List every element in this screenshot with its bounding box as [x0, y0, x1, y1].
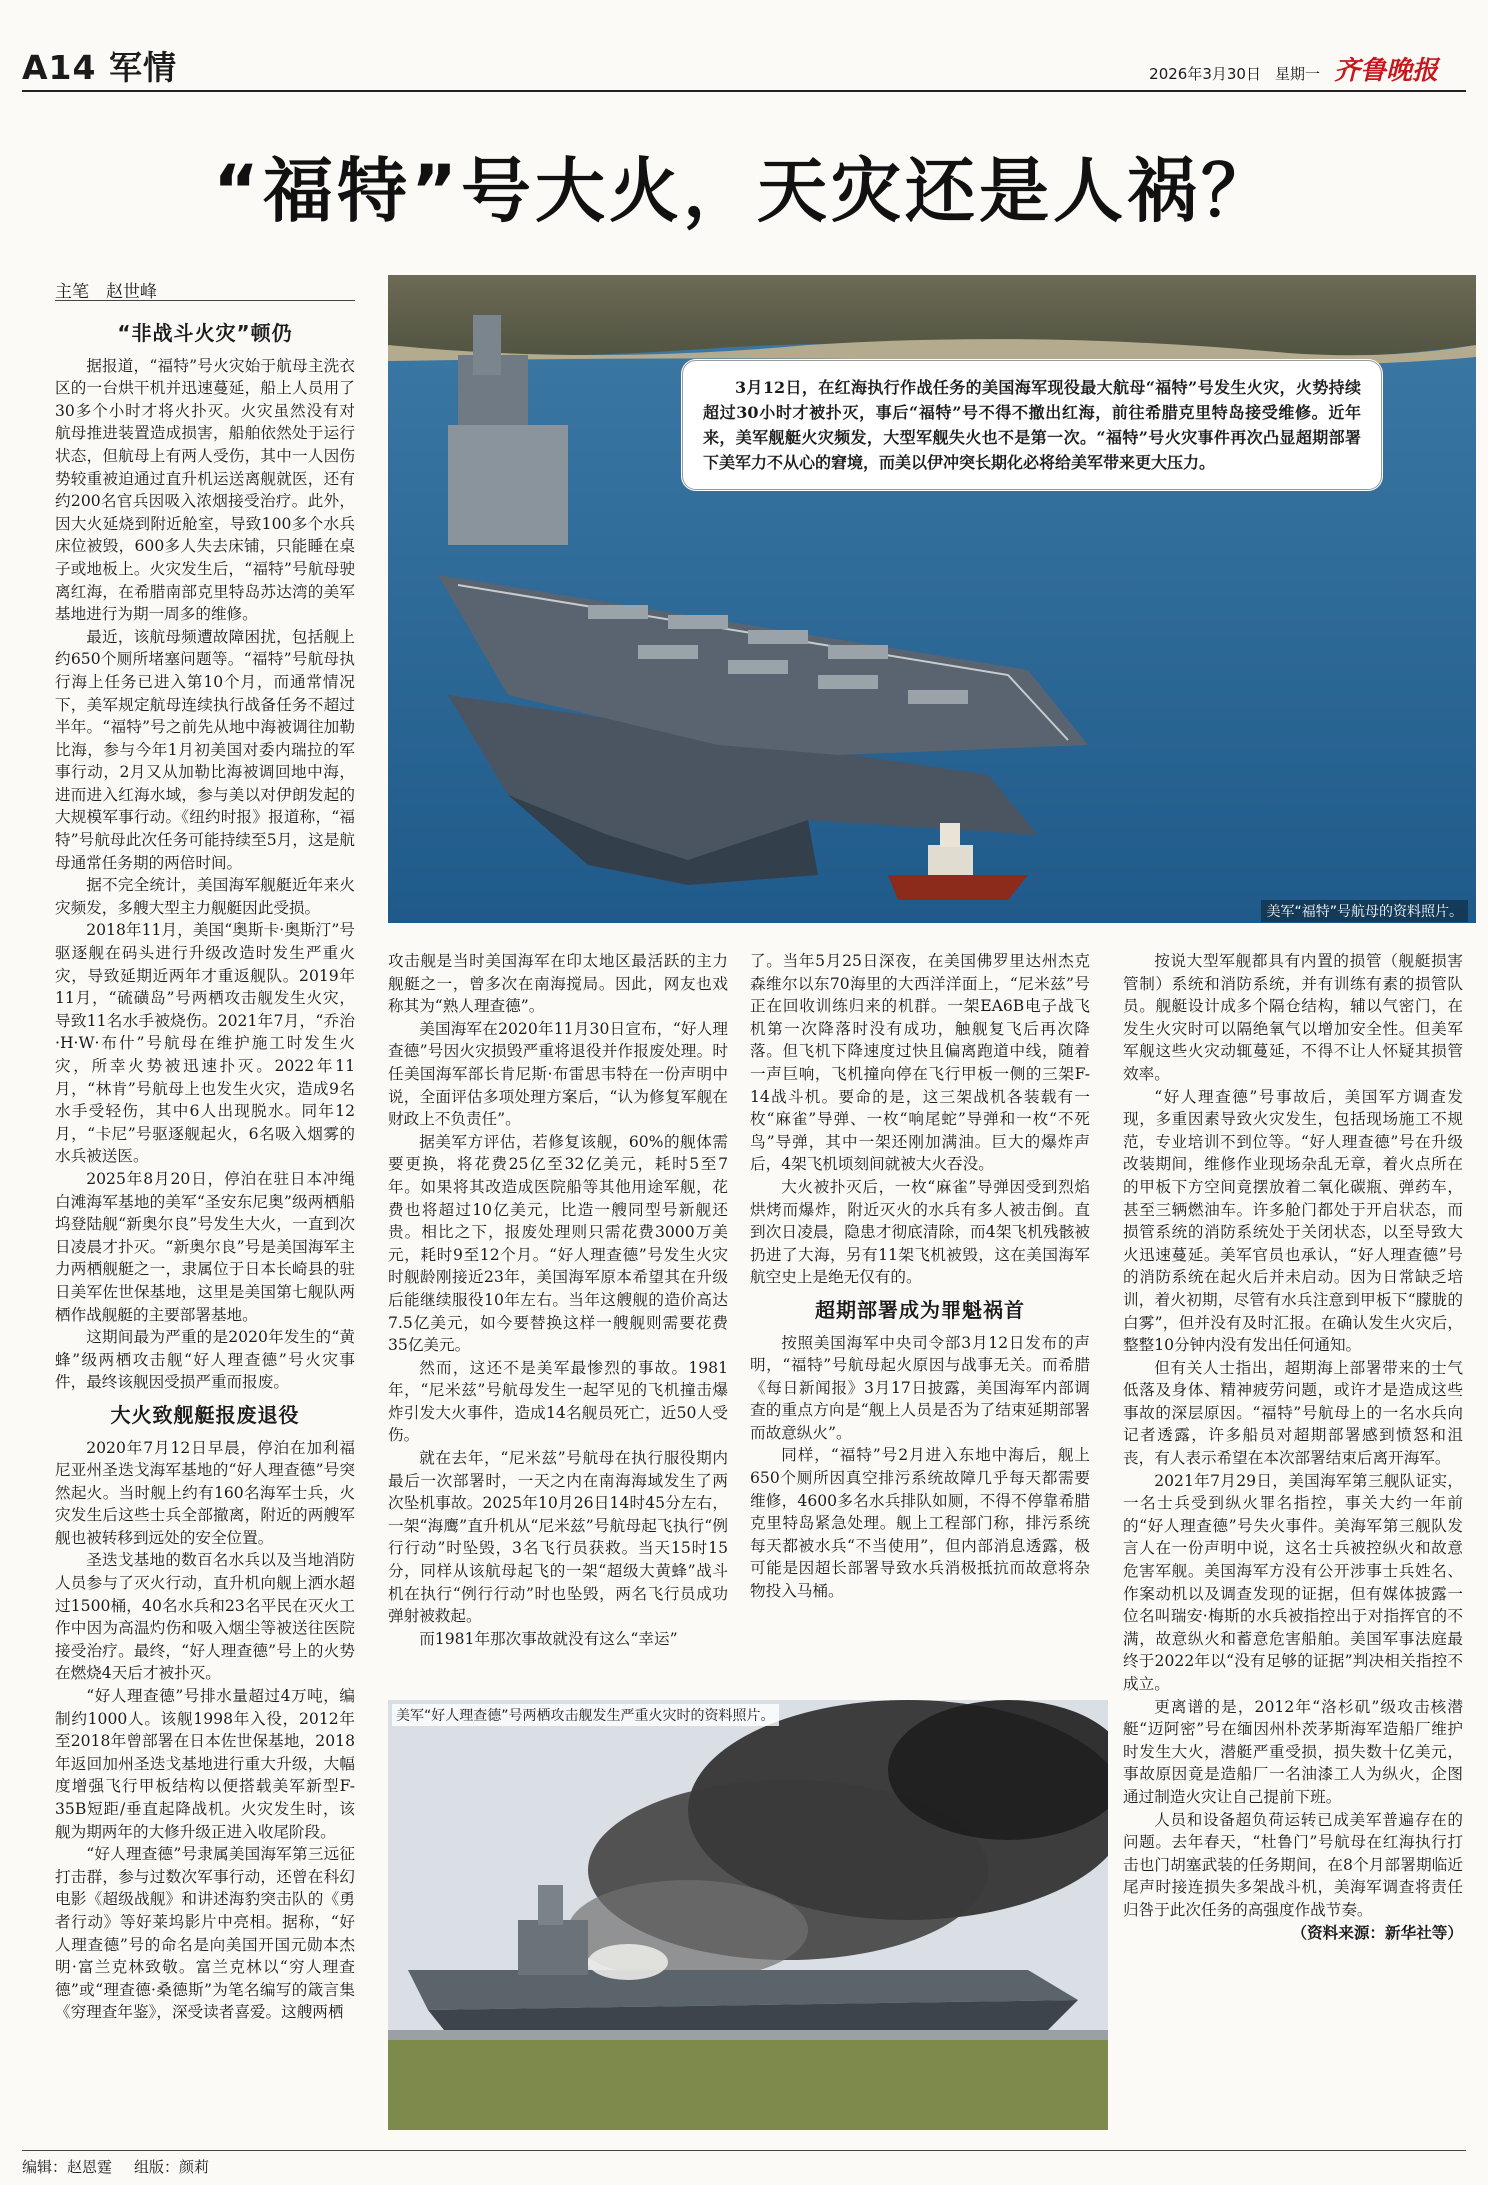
- paragraph: 据报道，“福特”号火灾始于航母主洗衣区的一台烘干机并迅速蔓延，船上人员用了30多个小时才将火扑灭。火灾虽然没有对航母推进装置造成损害，船舶依然处于运行状态，但航母上有两人受伤，其中一人因伤势较重被迫通过直升机运送离舰就医，还有约200名官兵因吸入浓烟接受治疗。此外，因大火延烧到附近舱室，导致100多个水兵床位被毁，600多人失去床铺，只能睡在桌子或地板上。火灾发生后，“福特”号航母驶离红海，在希腊南部克里特岛苏达湾的美军基地进行为期一周多的维修。: [55, 356, 355, 624]
- brand-logo: 齐鲁晚报: [1333, 56, 1438, 86]
- paragraph: “好人理查德”号排水量超过4万吨，编制约1000人。该舰1998年入役，2012年至2018年曾部署在日本佐世保基地，2018年返回加州圣迭戈基地进行重大升级，大幅度增强飞行甲板结构以便搭载美军新型F-35B短距/垂直起降战机。火灾发生时，该舰为期两年的大修升级正进入收尾阶段。: [55, 1687, 355, 1841]
- issue-weekday: 星期一: [1274, 65, 1320, 83]
- paragraph: 2025年8月20日，停泊在驻日本冲绳白滩海军基地的美军“圣安东尼奥”级两栖船坞登陆舰“新奥尔良”号发生大火，一直到次日凌晨才扑灭。“新奥尔良”号是美国海军主力两栖舰艇之一，隶属位于日本长崎县的驻日美军佐世保基地，这里是美国第七舰队两栖作战舰艇的主要部署基地。: [55, 1169, 355, 1324]
- source-credit: （资料来源：新华社等）: [1291, 1923, 1463, 1942]
- paragraph: 据美军方评估，若修复该舰，60%的舰体需要更换，将花费25亿至32亿美元，耗时5至7年。如果将其改造成医院船等其他用途军舰，花费也将超过10亿美元，比造一艘同型号新舰还贵。相比之下，报废处理则只需花费3000万美元，耗时9至12个月。“好人理查德”号发生火灾时舰龄刚接近23年，美国海军原本希望其在升级后能继续服役10年左右。当年这艘舰的造价高达7.5亿美元，如今要替换这样一艘舰则需要花费35亿美元。: [388, 1132, 728, 1355]
- editor-credit: 编辑：赵恩霆: [22, 2158, 113, 2176]
- column-4: [1123, 950, 1463, 2140]
- subheading-3: 超期部署成为罪魁祸首: [815, 1297, 1025, 1322]
- section-label: A14 军情: [22, 48, 177, 87]
- paragraph: 而1981年那次事故就没有这么“幸运”: [419, 1629, 678, 1648]
- paragraph: 大火被扑灭后，一枚“麻雀”导弹因受到烈焰烘烤而爆炸，附近灭火的水兵有多人被击倒。直到次日凌晨，隐患才彻底清除，而4架飞机残骸被扔进了大海，另有11架飞机被毁，这在美国海军航空史上是绝无仅有的。: [750, 1177, 1090, 1287]
- paragraph: 美国海军在2020年11月30日宣布，“好人理查德”号因火灾损毁严重将退役并作报废处理。时任美国海军部长肯尼斯·布雷思韦特在一份声明中说，全面评估多项处理方案后，“认为修复军舰在财政上不负责任”。: [388, 1019, 728, 1129]
- paragraph: “好人理查德”号事故后，美国军方调查发现，多重因素导致火灾发生，包括现场施工不规范，专业培训不到位等。“好人理查德”号在升级改装期间，维修作业现场杂乱无章，着火点所在的甲板下方空间竟摆放着二氧化碳瓶、弹药车，甚至三辆燃油车。许多舱门都处于开启状态，而损管系统的消防系统处于关闭状态，以至导致大火迅速蔓延。美军官员也承认，“好人理查德”号的消防系统在起火后并未启动。因为日常缺乏培训，着火初期，尽管有水兵注意到甲板下“朦胧的白雾”，但并没有及时汇报。在确认发生火灾后，整整10分钟内没有发出任何通知。: [1123, 1087, 1463, 1355]
- header-meta: [1149, 50, 1438, 87]
- byline: 主笔 赵世峰: [55, 282, 157, 302]
- column-2: [388, 950, 728, 1690]
- layout-credit: 组版：颜莉: [134, 2158, 210, 2176]
- lead-summary: 3月12日，在红海执行作战任务的美国海军现役最大航母“福特”号发生火灾，火势持续超过30小时才被扑灭，事后“福特”号不得不撤出红海，前往希腊克里特岛接受维修。近年来，美军舰艇火灾频发，大型军舰失火也不是第一次。“福特”号火灾事件再次凸显超期部署下美军力不从心的窘境，而美以伊冲突长期化必将给美军带来更大压力。: [682, 360, 1382, 490]
- fire-photo-image: [388, 1700, 1108, 2130]
- paragraph: 同样，“福特”号2月进入东地中海后，舰上650个厕所因真空排污系统故障几乎每天都需要维修，4600多名水兵排队如厕，不得不停靠希腊克里特岛紧急处理。舰上工程部门称，排污系统每天都被水兵“不当使用”，但内部消息透露，极可能是因超长部署导致水兵消极抵抗而故意将杂物投入马桶。: [750, 1446, 1090, 1601]
- paragraph: 2021年7月29日，美国海军第三舰队证实，一名士兵受到纵火罪名指控，事关大约一年前的“好人理查德”号失火事件。美海军第三舰队发言人在一份声明中说，这名士兵被控纵火和故意危害军舰。美国海军方没有公开涉事士兵姓名、作案动机以及调查发现的证据，但有媒体披露一位名叫瑞安·梅斯的水兵被指控出于对指挥官的不满，故意纵火和蓄意危害船舶。美国军事法庭最终于2022年以“没有足够的证据”判决相关指控不成立。: [1123, 1471, 1463, 1693]
- column-1: [55, 312, 355, 2142]
- paragraph: 就在去年，“尼米兹”号航母在执行服役期内最后一次部署时，一天之内在南海海域发生了两次坠机事故。2025年10月26日14时45分左右，一架“海鹰”直升机从“尼米兹”号航母起飞执行“例行行动”时坠毁，3名飞行员获救。当天15时15分，同样从该航母起飞的一架“超级大黄蜂”战斗机在执行“例行行动”时也坠毁，两名飞行员成功弹射被救起。: [388, 1449, 728, 1626]
- fire-photo: [388, 1700, 1108, 2130]
- bottom-photo-caption: 美军“好人理查德”号两栖攻击舰发生严重火灾时的资料照片。: [392, 1704, 779, 1726]
- paragraph: 2018年11月，美国“奥斯卡·奥斯汀”号驱逐舰在码头进行升级改造时发生严重火灾，导致延期近两年才重返舰队。2019年11月，“硫磺岛”号两栖攻击舰发生火灾，导致11名水手被烧伤。2021年7月，“乔治·H·W·布什”号航母在维护施工时发生火灾，所幸火势被迅速扑灭。2022年11月，“林肯”号航母上也发生火灾，造成9名水手受轻伤，其中6人出现脱水。同年12月，“卡尼”号驱逐舰起火，6名吸入烟雾的水兵被送医。: [55, 921, 355, 1166]
- paragraph: 攻击舰是当时美国海军在印太地区最活跃的主力舰艇之一，曾多次在南海搅局。因此，网友也戏称其为“熟人理查德”。: [388, 952, 728, 1016]
- footer: [22, 2156, 209, 2177]
- paragraph: 圣迭戈基地的数百名水兵以及当地消防人员参与了灭火行动，直升机向舰上洒水超过1500桶，40名水兵和23名平民在灭火工作中因为高温灼伤和吸入烟尘等被送往医院接受治疗。最终，“好人理查德”号上的火势在燃烧4天后才被扑灭。: [55, 1551, 355, 1683]
- paragraph: 但有关人士指出，超期海上部署带来的士气低落及身体、精神疲劳问题，或许才是造成这些事故的深层原因。“福特”号航母上的一名水兵向记者透露，许多船员对超期部署感到愤怒和沮丧，有人表示希望在本次部署结束后离开海军。: [1123, 1358, 1463, 1468]
- paragraph: “好人理查德”号隶属美国海军第三远征打击群，参与过数次军事行动，还曾在科幻电影《超级战舰》和讲述海豹突击队的《勇者行动》等好莱坞影片中亮相。据称，“好人理查德”号的命名是向美国开国元勋本杰明·富兰克林致敬。富兰克林以“穷人理查德”或“理查德·桑德斯”为笔名编写的箴言集《穷理查年鉴》，深受读者喜爱。这艘两栖: [55, 1845, 355, 2022]
- paragraph: 人员和设备超负荷运转已成美军普遍存在的问题。去年春天，“杜鲁门”号航母在红海执行打击也门胡塞武装的任务期间，在8个月部署期临近尾声时接连损失多架战斗机，美海军调查将责任归咎于此次任务的高强度作战节奏。: [1123, 1810, 1463, 1919]
- footer-divider: [22, 2150, 1466, 2151]
- paragraph: 按照美国海军中央司令部3月12日发布的声明，“福特”号航母起火原因与战事无关。而希腊《每日新闻报》3月17日披露，美国海军内部调查的重点方向是“舰上人员是否为了结束延期部署而故意纵火”。: [750, 1333, 1090, 1442]
- paragraph: 据不完全统计，美国海军舰艇近年来火灾频发，多艘大型主力舰艇因此受损。: [55, 876, 355, 917]
- paragraph: 这期间最为严重的是2020年发生的“黄蜂”级两栖攻击舰“好人理查德”号火灾事件，最终该舰因受损严重而报废。: [55, 1328, 355, 1392]
- paragraph: 然而，这还不是美军最惨烈的事故。1981年，“尼米兹”号航母发生一起罕见的飞机撞击爆炸引发大火事件，造成14名舰员死亡，近50人受伤。: [388, 1358, 728, 1445]
- header-divider: [22, 90, 1466, 92]
- byline-divider: [55, 300, 355, 301]
- headline: “福特”号大火，天灾还是人祸？: [212, 150, 1275, 232]
- subheading-2: 大火致舰艇报废退役: [110, 1402, 300, 1427]
- column-3: [750, 950, 1090, 1690]
- subheading-1: “非战斗火灾”顿仍: [117, 321, 293, 345]
- top-photo-caption: 美军“福特”号航母的资料照片。: [1261, 900, 1468, 922]
- paragraph: 了。当年5月25日深夜，在美国佛罗里达州杰克森维尔以东70海里的大西洋洋面上，“尼米兹”号正在回收训练归来的机群。一架EA6B电子战飞机第一次降落时没有成功，触舰复飞后再次降落。但飞机下降速度过快且偏离跑道中线，随着一声巨响，飞机撞向停在飞行甲板一侧的三架F-14战斗机。要命的是，这三架战机各装载有一枚“麻雀”导弹、一枚“响尾蛇”导弹和一枚“不死鸟”导弹，其中一架还刚加满油。巨大的爆炸声后，4架飞机顷刻间就被大火吞没。: [750, 952, 1090, 1174]
- paragraph: 按说大型军舰都具有内置的损管（舰艇损害管制）系统和消防系统，并有训练有素的损管队员。舰艇设计成多个隔仓结构，辅以气密门，在发生火灾时可以隔绝氧气以增加安全性。但美军军舰这些火灾动辄蔓延，不得不让人怀疑其损管效率。: [1123, 952, 1463, 1083]
- paragraph: 更离谱的是，2012年“洛杉矶”级攻击核潜艇“迈阿密”号在缅因州朴茨茅斯海军造船厂维护时发生大火，潜艇严重受损，损失数十亿美元，事故原因竟是造船厂一名油漆工人为纵火，企图通过制造火灾让自己提前下班。: [1123, 1697, 1463, 1806]
- issue-date: 2026年3月30日: [1149, 65, 1261, 83]
- paragraph: 2020年7月12日早晨，停泊在加利福尼亚州圣迭戈海军基地的“好人理查德”号突然起火。当时舰上约有160名海军士兵，火灾发生后这些士兵全部撤离，附近的两艘军舰也被转移到远处的安全位置。: [55, 1438, 355, 1547]
- paragraph: 最近，该航母频遭故障困扰，包括舰上约650个厕所堵塞问题等。“福特”号航母执行海上任务已进入第10个月，而通常情况下，美军规定航母连续执行战备任务不超过半年。“福特”号之前先从地中海被调往加勒比海，参与今年1月初美国对委内瑞拉的军事行动，2月又从加勒比海被调回地中海，进而进入红海水域，参与美以对伊朗发起的大规模军事行动。《纽约时报》报道称，“福特”号航母此次任务可能持续至5月，这是航母通常任务期的两倍时间。: [55, 627, 355, 872]
